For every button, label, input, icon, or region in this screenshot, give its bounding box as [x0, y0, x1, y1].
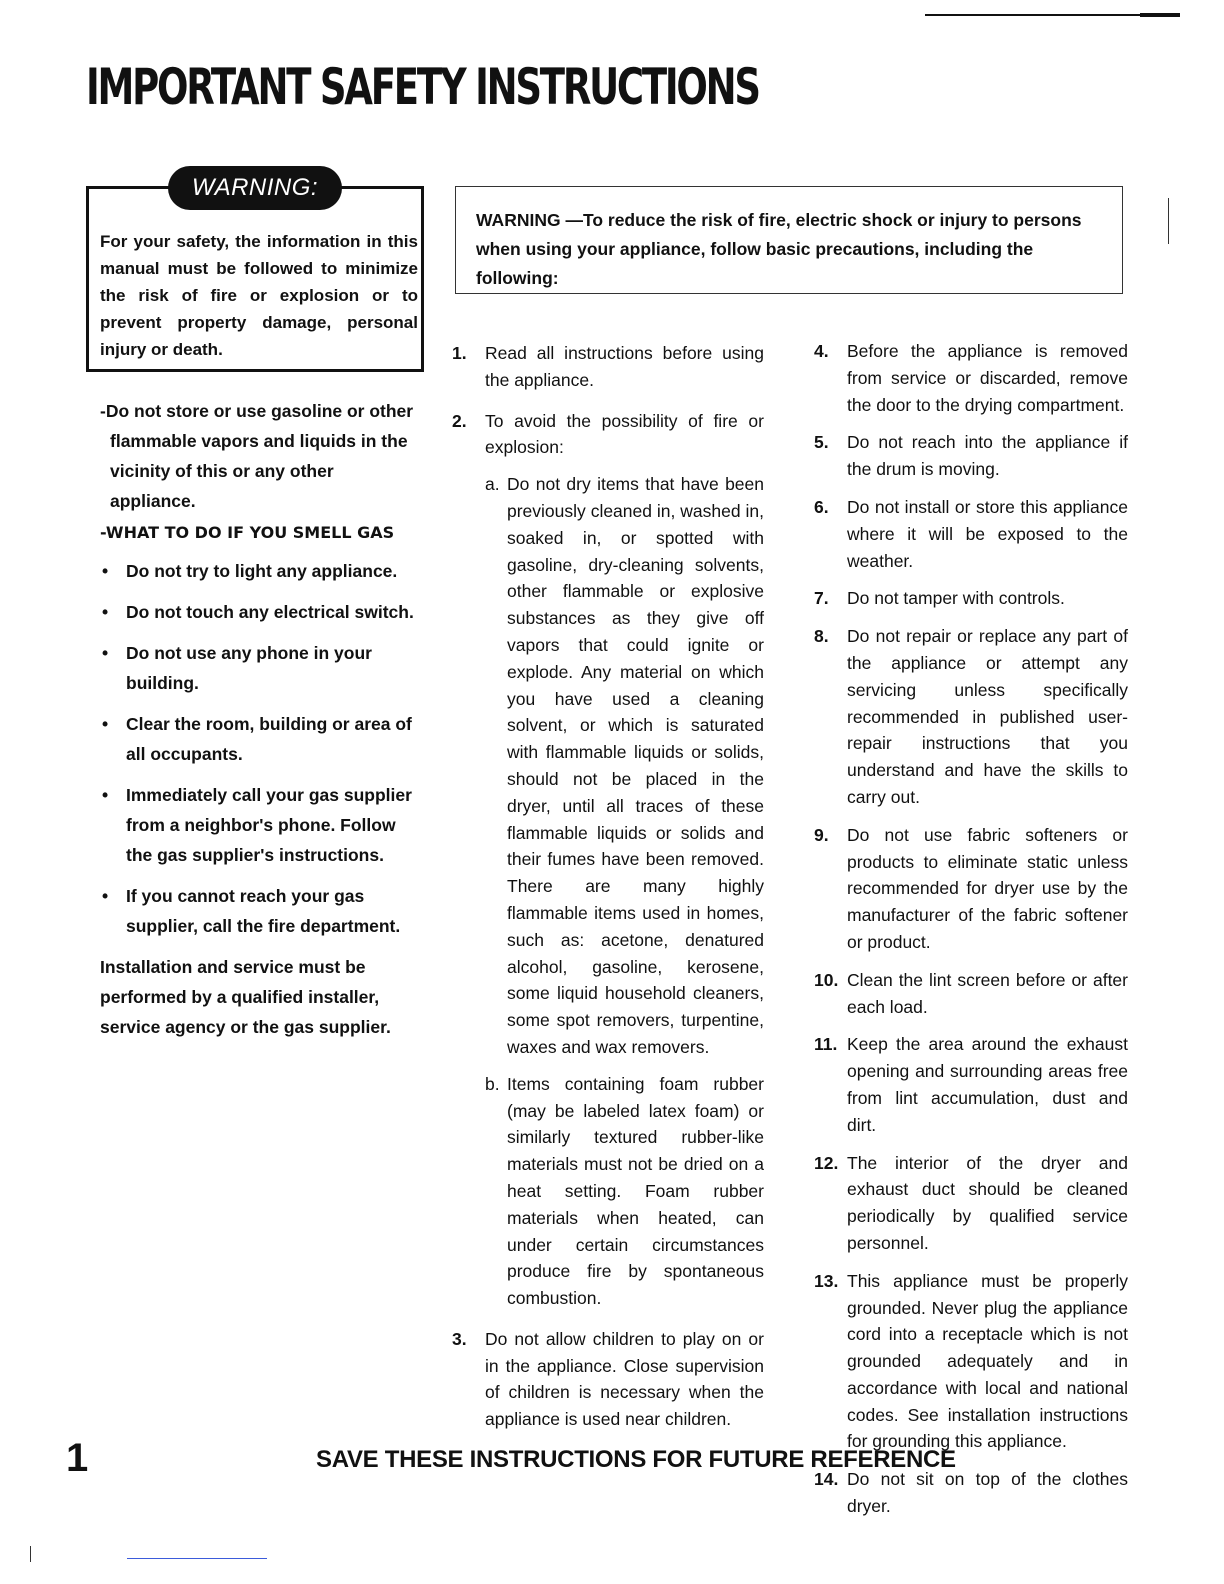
bottom-rule	[127, 1558, 267, 1559]
item-number: 2.	[452, 410, 467, 431]
instructions-column-2	[814, 338, 1128, 1531]
instruction-item	[814, 967, 1128, 1021]
gas-step: • Immediately call your gas supplier from a neighbor's phone. Follow the gas supplier's instructions.	[100, 780, 422, 870]
page-number: 1	[66, 1436, 89, 1480]
margin-mark	[30, 1546, 31, 1562]
installation-note: Installation and service must be performed by a qualified installer, service agency or the gas supplier.	[100, 957, 391, 1037]
item-text: The interior of the dryer and exhaust duct should be cleaned periodically by qualified service personnel.	[847, 1152, 1128, 1253]
page-title: IMPORTANT SAFETY INSTRUCTIONS	[86, 58, 759, 116]
gas-steps-list	[100, 556, 422, 941]
footer-note: SAVE THESE INSTRUCTIONS FOR FUTURE REFERENCE	[316, 1446, 956, 1473]
gas-step: • Clear the room, building or area of all occupants.	[100, 709, 422, 769]
item-number: 13.	[814, 1270, 839, 1291]
sub-item	[485, 471, 764, 1061]
item-text: Clean the lint screen before or after each load.	[847, 969, 1128, 1017]
gas-step: • If you cannot reach your gas supplier, call the fire department.	[100, 881, 422, 941]
instruction-item	[814, 1268, 1128, 1456]
instruction-item	[814, 822, 1128, 956]
item-text: This appliance must be properly grounded. Never plug the appliance cord into a receptacle which is not grounded adequately and in accordance with local and national codes. See installation instructions for grounding this appliance.	[847, 1270, 1128, 1452]
instruction-item	[814, 494, 1128, 574]
margin-mark	[1168, 198, 1169, 244]
gas-heading: -WHAT TO DO IF YOU SMELL GAS	[100, 523, 395, 542]
instructions-column-1	[452, 340, 764, 1444]
instruction-item	[814, 338, 1128, 418]
item-number: 6.	[814, 496, 829, 517]
instruction-item	[814, 429, 1128, 483]
item-number: 1.	[452, 343, 467, 363]
item-number: 14.	[814, 1469, 839, 1490]
item-text: Keep the area around the exhaust opening and surrounding areas free from lint accumulation, dust and dirt.	[847, 1034, 1128, 1135]
item-number: 7.	[814, 588, 829, 609]
item-text: Do not allow children to play on or in the appliance. Close supervision of children is necessary when the appliance is used near children.	[485, 1328, 764, 1430]
item-text: Do not install or store this appliance where it will be exposed to the weather.	[847, 496, 1128, 571]
item-text: Do not sit on top of the clothes dryer.	[847, 1469, 1128, 1517]
gas-step: • Do not touch any electrical switch.	[100, 597, 422, 627]
item-number: 11.	[814, 1034, 838, 1055]
instruction-item	[814, 585, 1128, 612]
instruction-item	[452, 408, 764, 1312]
warning-badge: WARNING:	[168, 166, 342, 210]
instruction-item	[814, 1150, 1128, 1257]
item-text: Do not reach into the appliance if the drum is moving.	[847, 432, 1128, 480]
precaution-text: WARNING —To reduce the risk of fire, electric shock or injury to persons when using your appliance, follow basic precautions, including the following:	[476, 210, 1082, 288]
item-number: 5.	[814, 432, 829, 453]
instruction-item	[452, 1326, 764, 1433]
warning-text: For your safety, the information in this manual must be followed to minimize the risk of fire or explosion or to prevent property damage, personal injury or death.	[100, 232, 418, 359]
gas-safety-section	[100, 396, 422, 1042]
item-number: 4.	[814, 341, 829, 361]
sub-item	[485, 1071, 764, 1312]
item-text: Do not use fabric softeners or products to eliminate static unless recommended for dryer use by the manufacturer of the fabric softener or product.	[847, 824, 1128, 952]
item-text: Read all instructions before using the appliance.	[485, 343, 764, 390]
item-number: 10.	[814, 969, 839, 990]
item-number: 12.	[814, 1152, 839, 1173]
header-rule	[925, 14, 1180, 16]
gas-step: • Do not use any phone in your building.	[100, 638, 422, 698]
gas-step: • Do not try to light any appliance.	[100, 556, 422, 586]
item-number: 8.	[814, 626, 829, 647]
item-number: 9.	[814, 824, 829, 845]
sub-item-letter: a.	[485, 474, 500, 495]
sub-item-text: Do not dry items that have been previously cleaned in, washed in, soaked in, or spotted with gasoline, dry-cleaning solvents, other flammable or explosive substances as they give off vapors that could ignite or explode. Any material on which you have used a cleaning solvent, or which is saturated with flammable liquids or solids, should not be placed in the dryer, until all traces of these flammable liquids or solids and their fumes have been removed. There are many highly flammable items used in homes, such as: acetone, denatured alcohol, gasoline, kerosene, some liquid household cleaners, some spot removers, turpentine, waxes and wax removers.	[507, 474, 764, 1057]
item-text: Do not tamper with controls.	[847, 588, 1065, 609]
item-number: 3.	[452, 1328, 467, 1349]
gas-storage-rule: -Do not store or use gasoline or other flammable vapors and liquids in the vicinity of this or any other appliance.	[100, 401, 414, 511]
sub-item-text: Items containing foam rubber (may be labeled latex foam) or similarly textured rubber-like materials must not be dried on a heat setting. Foam rubber materials when heated, can under certain circumstances produce fire by spontaneous combustion.	[507, 1073, 764, 1309]
instruction-item	[814, 623, 1128, 811]
instruction-item	[814, 1466, 1128, 1520]
sub-item-letter: b.	[485, 1073, 500, 1094]
item-text: Before the appliance is removed from service or discarded, remove the door to the drying compartment.	[847, 341, 1128, 415]
instruction-item	[814, 1031, 1128, 1138]
item-text: Do not repair or replace any part of the appliance or attempt any servicing unless specifically recommended in published user-repair instructions that you understand and have the skills to carry out.	[847, 626, 1128, 807]
instruction-item	[452, 340, 764, 394]
item-text: To avoid the possibility of fire or explosion:	[485, 410, 764, 458]
